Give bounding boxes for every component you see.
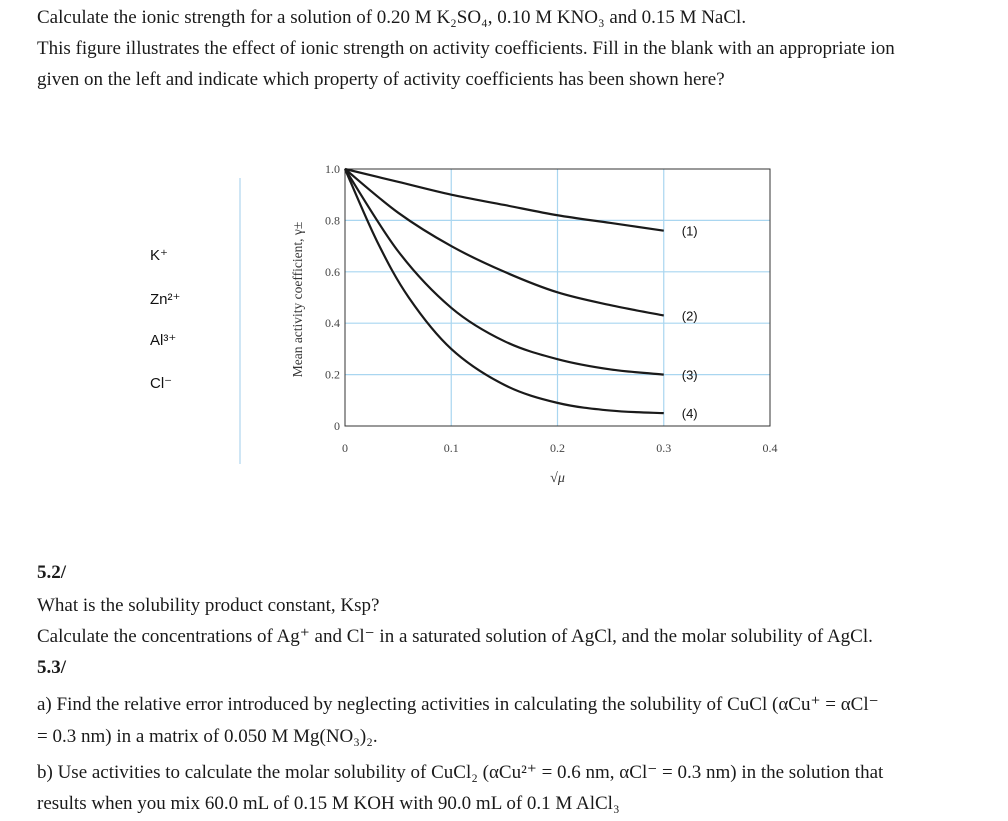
curve-3 bbox=[345, 169, 664, 375]
curve-1 bbox=[345, 169, 664, 231]
curve-4 bbox=[345, 169, 664, 413]
x-tick-label: 0.4 bbox=[762, 441, 778, 455]
y-axis-label: Mean activity coefficient, γ± bbox=[290, 221, 305, 378]
question-line-2: This figure illustrates the effect of ionic strength on activity coefficients. Fill in the blank with an appropriate ion bbox=[37, 38, 895, 59]
y-tick-label: 0.6 bbox=[325, 264, 340, 279]
question-line-3: given on the left and indicate which property of activity coefficients has been shown here? bbox=[37, 69, 725, 90]
x-tick-label: 0 bbox=[342, 441, 348, 455]
question-5-3b-line-2: results when you mix 60.0 mL of 0.15 M KOH with 90.0 mL of 0.1 M AlCl₃ bbox=[37, 793, 620, 814]
y-tick-label: 1.0 bbox=[325, 162, 340, 176]
question-line-1: Calculate the ionic strength for a solution of 0.20 M K₂SO₄, 0.10 M KNO₃ and 0.15 M NaCl. bbox=[37, 7, 747, 28]
question-5-3b-line-1: b) Use activities to calculate the molar solubility of CuCl₂ (αCu²⁺ = 0.6 nm, αCl⁻ = 0.3 nm) in the solution that bbox=[37, 762, 884, 783]
section-5-3-heading: 5.3/ bbox=[37, 657, 67, 678]
question-5-2-line-1: What is the solubility product constant, Ksp? bbox=[37, 595, 380, 616]
curve-label-2: (2) bbox=[681, 308, 698, 324]
x-tick-label: 0.2 bbox=[550, 441, 565, 455]
ion-cl-minus: Cl⁻ bbox=[150, 375, 173, 392]
curve-label-3: (3) bbox=[681, 367, 698, 383]
y-tick-label: 0.2 bbox=[325, 367, 340, 382]
section-5-2-heading: 5.2/ bbox=[37, 562, 67, 583]
plot-frame bbox=[345, 169, 770, 426]
curve-label-1: (1) bbox=[681, 223, 698, 239]
y-tick-label: 0.8 bbox=[325, 213, 340, 228]
ion-k-plus: K⁺ bbox=[150, 247, 168, 264]
x-tick-label: 0.3 bbox=[656, 441, 672, 455]
ion-al-3plus: Al³⁺ bbox=[150, 332, 177, 349]
x-axis-label: √μ bbox=[550, 471, 565, 486]
curve-label-4: (4) bbox=[681, 406, 698, 422]
question-5-3a-line-2: = 0.3 nm) in a matrix of 0.050 M Mg(NO₃)₂. bbox=[37, 726, 378, 747]
ion-zn-2plus: Zn²⁺ bbox=[150, 291, 181, 308]
x-tick-label: 0.1 bbox=[443, 441, 459, 455]
question-5-2-line-2: Calculate the concentrations of Ag⁺ and Cl⁻ in a saturated solution of AgCl, and the molar solubility of AgCl. bbox=[37, 626, 873, 647]
y-tick-label: 0 bbox=[334, 419, 340, 433]
question-5-3a-line-1: a) Find the relative error introduced by neglecting activities in calculating the solubility of CuCl (αCu⁺ = αCl⁻ bbox=[37, 694, 879, 715]
y-tick-label: 0.4 bbox=[325, 316, 340, 331]
divider-line bbox=[239, 178, 241, 464]
curve-2 bbox=[345, 169, 664, 315]
